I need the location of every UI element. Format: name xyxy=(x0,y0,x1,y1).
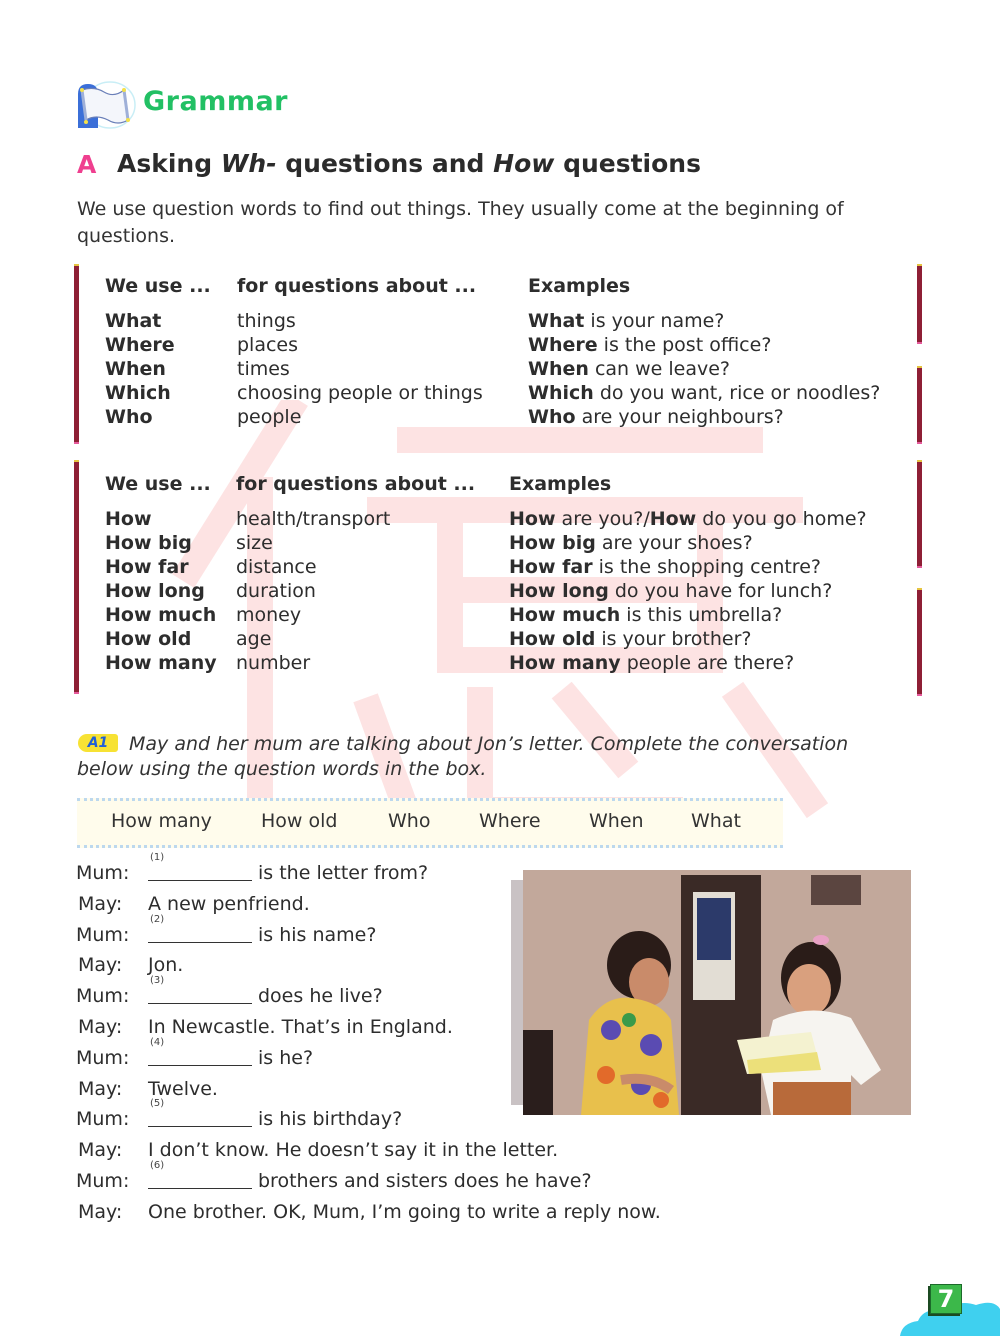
table-row xyxy=(105,603,867,627)
section-letter: A xyxy=(77,150,97,179)
table-row xyxy=(105,333,880,357)
question-word: How old xyxy=(105,628,192,650)
example-bold: How many xyxy=(509,652,621,674)
table-row xyxy=(105,531,867,555)
dialog-text: I don’t know. He doesn’t say it in the letter. xyxy=(148,1139,559,1162)
question-about: people xyxy=(237,406,302,428)
col-header-we-use: We use ... xyxy=(105,275,211,297)
example-rest: are your shoes? xyxy=(595,532,753,554)
exercise-badge: A1 xyxy=(78,734,118,752)
speaker-label: Mum: xyxy=(76,923,130,946)
answer-blank[interactable] xyxy=(148,1036,252,1066)
question-about: times xyxy=(237,358,290,380)
question-word: What xyxy=(105,310,162,332)
section-title: Asking Wh- questions and How questions xyxy=(117,149,701,178)
question-word: Who xyxy=(105,406,153,428)
speaker-label: May: xyxy=(78,1139,123,1162)
dialog-text: does he live? xyxy=(258,985,383,1008)
example-bold: How old xyxy=(509,628,596,650)
example-rest: is the shopping centre? xyxy=(592,556,821,578)
dialog-text: is his birthday? xyxy=(258,1108,403,1131)
table-row xyxy=(105,405,880,429)
dialog-line xyxy=(76,1197,756,1228)
table-right-bar xyxy=(917,588,922,696)
example-rest: are your neighbours? xyxy=(575,406,784,428)
table-row xyxy=(105,627,867,651)
scroll-book-icon xyxy=(74,80,136,130)
table-left-bar xyxy=(74,264,79,444)
blank-number: (5) xyxy=(150,1098,165,1110)
question-word: Where xyxy=(105,334,175,356)
table-row xyxy=(105,507,867,531)
photo-mother-daughter-letter xyxy=(511,870,911,1115)
example-bold: How far xyxy=(509,556,593,578)
col-header-examples: Examples xyxy=(528,275,631,297)
question-about: number xyxy=(236,652,311,674)
example-sentence xyxy=(509,603,782,627)
dialog-text: One brother. OK, Mum, I’m going to write a reply now. xyxy=(148,1200,661,1223)
blank-number: (4) xyxy=(150,1036,165,1048)
dialog-text: brothers and sisters does he have? xyxy=(258,1169,592,1192)
dialog-text: is he? xyxy=(258,1046,314,1069)
example-sentence xyxy=(528,333,771,357)
example-sentence xyxy=(509,579,832,603)
example-rest: people are there? xyxy=(620,652,795,674)
table-row xyxy=(105,651,867,675)
example-bold: How big xyxy=(509,532,596,554)
speaker-label: Mum: xyxy=(76,1169,130,1192)
question-about: money xyxy=(236,604,302,626)
example-sentence xyxy=(509,555,821,579)
page-number: 7 xyxy=(930,1284,962,1314)
example-bold: Which xyxy=(528,382,594,404)
example-bold: Who xyxy=(528,406,576,428)
example-rest: do you go home? xyxy=(696,508,867,530)
col-header-about: for questions about ... xyxy=(236,473,476,495)
question-word: How xyxy=(105,508,152,530)
question-about: age xyxy=(236,628,272,650)
table-row xyxy=(105,579,867,603)
example-rest: do you want, rice or noodles? xyxy=(593,382,881,404)
dialog-text: A new penfriend. xyxy=(148,892,310,915)
how-questions-table xyxy=(105,472,867,675)
answer-blank[interactable] xyxy=(148,1159,252,1189)
table-row xyxy=(105,357,880,381)
table-header-row xyxy=(105,472,867,496)
col-header-examples: Examples xyxy=(509,473,612,495)
answer-blank[interactable] xyxy=(148,1098,252,1127)
question-word: Which xyxy=(105,382,171,404)
word-option: What xyxy=(691,810,741,832)
example-rest: is the post office? xyxy=(597,334,772,356)
speaker-label: Mum: xyxy=(76,1108,130,1131)
dialog-text: Twelve. xyxy=(148,1077,218,1100)
dialog-text: is the letter from? xyxy=(258,862,429,884)
speaker-label: May: xyxy=(78,892,123,915)
speaker-label: May: xyxy=(78,954,123,977)
wh-questions-table xyxy=(105,274,880,429)
example-bold: How xyxy=(649,508,697,530)
question-about: duration xyxy=(236,580,316,602)
example-bold: How xyxy=(509,508,556,530)
example-bold: How long xyxy=(509,580,609,602)
blank-number: (1) xyxy=(150,852,165,863)
question-about: choosing people or things xyxy=(237,382,483,404)
exercise-instruction: May and her mum are talking about Jon’s letter. Complete the conversation below using the question words in the box. xyxy=(77,733,849,780)
example-sentence xyxy=(528,405,784,429)
table-row xyxy=(105,309,880,333)
speaker-label: Mum: xyxy=(76,985,130,1008)
word-option: Who xyxy=(388,810,431,832)
question-word: How far xyxy=(105,556,189,578)
question-word: How many xyxy=(105,652,217,674)
grammar-heading: Grammar xyxy=(143,86,288,117)
table-right-bar xyxy=(917,460,922,568)
answer-blank[interactable] xyxy=(148,913,252,943)
question-about: distance xyxy=(236,556,317,578)
speaker-label: May: xyxy=(78,1077,123,1100)
table-header-row xyxy=(105,274,880,298)
dialog-text: In Newcastle. That’s in England. xyxy=(148,1015,453,1038)
word-option: How old xyxy=(261,810,338,832)
word-option: Where xyxy=(479,810,541,832)
table-row xyxy=(105,381,880,405)
answer-blank[interactable] xyxy=(148,975,252,1004)
speaker-label: Mum: xyxy=(76,1046,130,1069)
question-word: How long xyxy=(105,580,205,602)
blank-number: (2) xyxy=(150,913,165,925)
example-bold: When xyxy=(528,358,589,380)
example-bold: What xyxy=(528,310,585,332)
example-sentence xyxy=(528,357,730,381)
dialog-line xyxy=(76,1159,756,1197)
example-sentence xyxy=(509,627,751,651)
question-word: How much xyxy=(105,604,217,626)
example-bold: How much xyxy=(509,604,621,626)
example-sentence xyxy=(509,651,794,675)
example-sentence xyxy=(528,309,724,333)
example-sentence xyxy=(509,507,867,531)
blank-number: (3) xyxy=(150,975,165,987)
answer-blank[interactable] xyxy=(148,852,252,881)
speaker-label: May: xyxy=(78,1200,123,1223)
table-right-bar xyxy=(917,264,922,344)
word-option: How many xyxy=(111,810,212,832)
example-rest: are you?/ xyxy=(555,508,650,530)
intro-paragraph: We use question words to find out things. They usually come at the beginning of questions. xyxy=(77,198,844,247)
question-word: When xyxy=(105,358,166,380)
word-option: When xyxy=(589,810,644,832)
question-about: places xyxy=(237,334,299,356)
dialog-line xyxy=(76,1135,756,1166)
word-box xyxy=(77,798,783,848)
dialog-text: is his name? xyxy=(258,923,377,946)
example-bold: Where xyxy=(528,334,598,356)
speaker-label: May: xyxy=(78,1015,123,1038)
example-sentence xyxy=(509,531,753,555)
blank-number: (6) xyxy=(150,1159,165,1171)
example-rest: can we leave? xyxy=(588,358,731,380)
col-header-about: for questions about ... xyxy=(237,275,477,297)
example-rest: do you have for lunch? xyxy=(608,580,833,602)
question-word: How big xyxy=(105,532,192,554)
example-rest: is your brother? xyxy=(595,628,752,650)
question-about: size xyxy=(236,532,273,554)
table-row xyxy=(105,555,867,579)
question-about: things xyxy=(237,310,296,332)
table-left-bar xyxy=(74,460,79,694)
col-header-we-use: We use ... xyxy=(105,473,211,495)
example-sentence xyxy=(528,381,880,405)
table-right-bar xyxy=(917,366,922,444)
speaker-label: Mum: xyxy=(76,862,130,884)
dialog-text: Jon. xyxy=(148,954,184,977)
example-rest: is this umbrella? xyxy=(620,604,783,626)
question-about: health/transport xyxy=(236,508,391,530)
example-rest: is your name? xyxy=(584,310,725,332)
